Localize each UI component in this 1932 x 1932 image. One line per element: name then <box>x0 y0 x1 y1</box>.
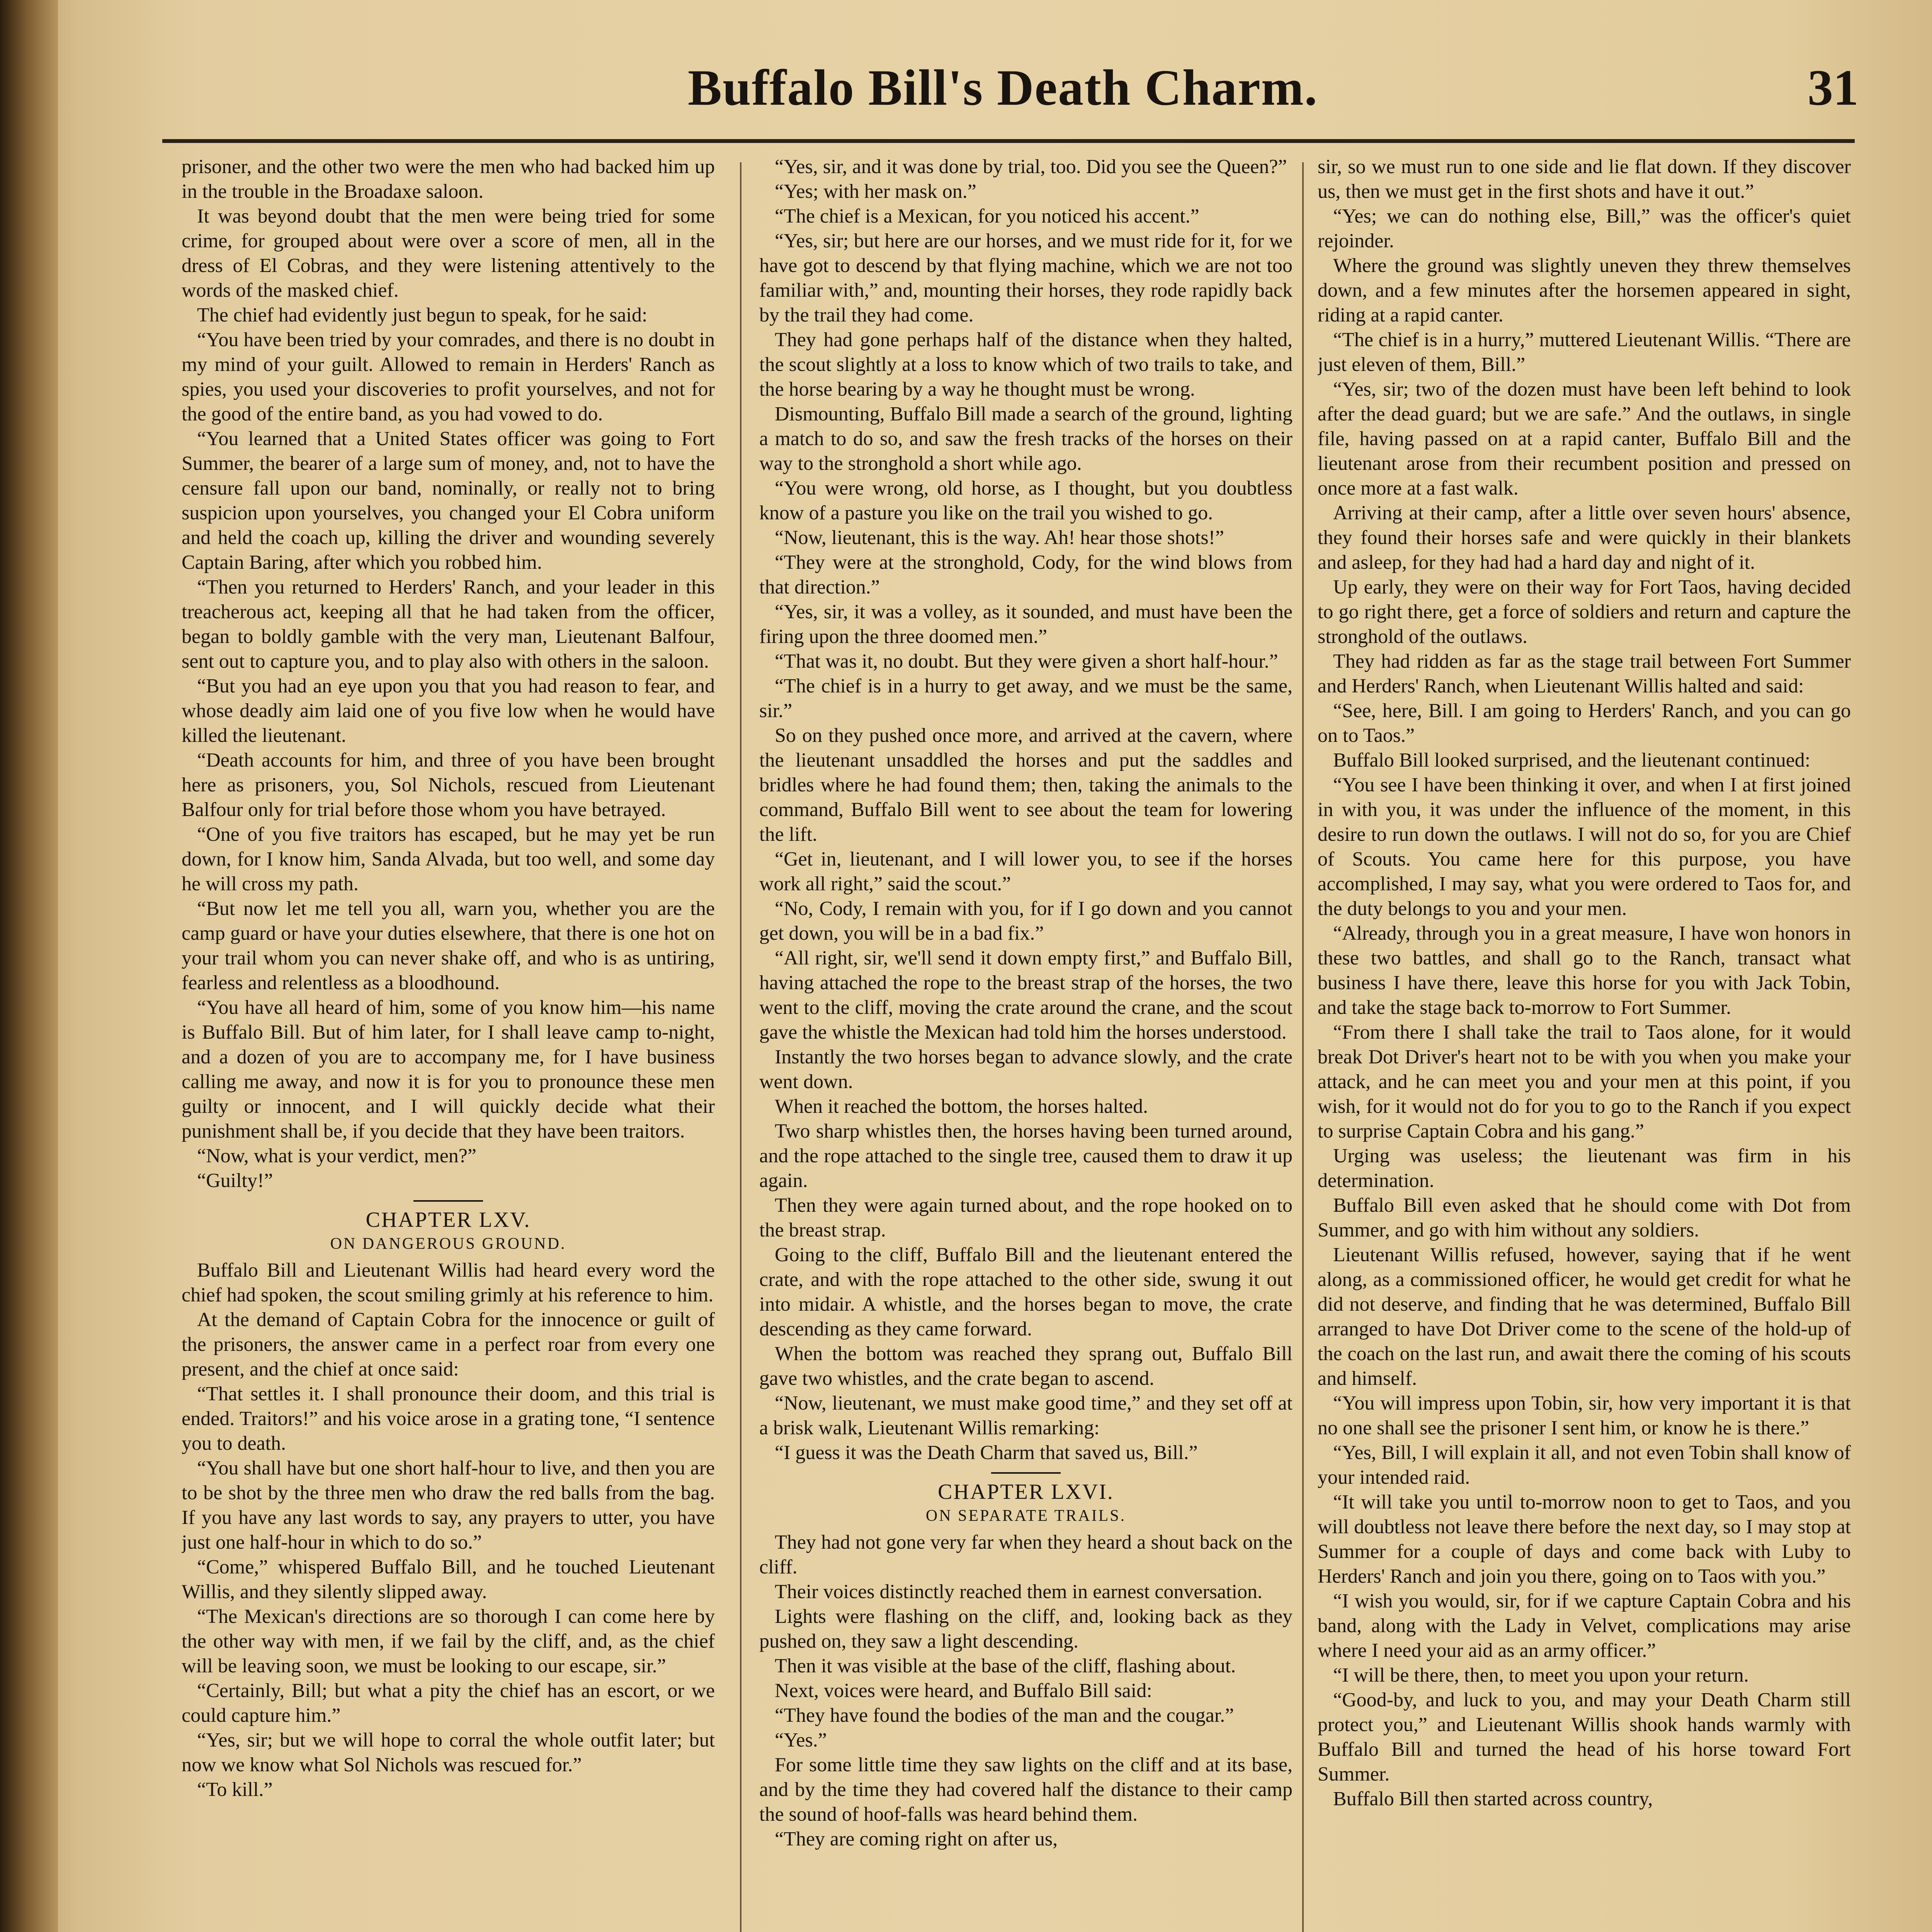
paragraph: “Yes, sir; two of the dozen must have been left behind to look after the dead guard; but we are safe.” And the outlaws, in single file, having passed on at a rapid canter, Buffalo Bill and the lieutenant arose from their recumbent position and pressed on once more at a fast walk. <box>1318 378 1851 499</box>
paragraph: “Already, through you in a great measure, I have won honors in these two battles, and shall go to the Ranch, transact what business I have there, leave this horse for you with Jack Tobin, and take the stage back to-morrow to Fort Summer. <box>1318 922 1851 1019</box>
paragraph: Next, voices were heard, and Buffalo Bill said: <box>775 1680 1152 1702</box>
paragraph: Then it was visible at the base of the cliff, flashing about. <box>775 1655 1236 1677</box>
binding-spine-edge <box>0 0 58 1932</box>
paragraph: “All right, sir, we'll send it down empty first,” and Buffalo Bill, having attached the rope to the breast strap of the horses, the two went to the cliff, moving the crate around the crane, and the scout gave the whistle the Mexican had told him the horses understood. <box>759 947 1293 1043</box>
paragraph: “They are coming right on after us, <box>775 1828 1058 1850</box>
running-title: Buffalo Bill's Death Charm. <box>688 59 1318 116</box>
paragraph: prisoner, and the other two were the men who had backed him up in the trouble in the Broadaxe saloon. <box>182 156 715 202</box>
paragraph: Buffalo Bill then started across country, <box>1333 1788 1653 1810</box>
paragraph: They had not gone very far when they heard a shout back on the cliff. <box>759 1531 1293 1578</box>
paragraph: “You see I have been thinking it over, and when I at first joined in with you, it was under the influence of the moment, in this desire to run down the outlaws. I will not do so, for you are Chief of Scouts. You came here for this purpose, you have accomplished, I may say, what you were ordered to Taos for, and the duty belongs to you and your men. <box>1318 774 1851 920</box>
column-divider <box>1302 162 1304 1932</box>
paragraph: Going to the cliff, Buffalo Bill and the lieutenant entered the crate, and with the rope attached to the other side, swung it out into midair. A whistle, and the horses began to move, the crate descending as they came forward. <box>759 1244 1293 1340</box>
paragraph: “You will impress upon Tobin, sir, how very important it is that no one shall see the prisoner I sent him, or know he is there.” <box>1318 1392 1851 1439</box>
paragraph: “I will be there, then, to meet you upon your return. <box>1333 1664 1749 1686</box>
paragraph: Arriving at their camp, after a little over seven hours' absence, they found their horses safe and were quickly in their blankets and asleep, for they had had a hard day and night of it. <box>1318 502 1851 573</box>
chapter-subheading: ON DANGEROUS GROUND. <box>330 1235 566 1253</box>
paragraph: “Yes, sir, and it was done by trial, too. Did you see the Queen?” <box>775 156 1287 178</box>
paragraph: Buffalo Bill looked surprised, and the lieutenant continued: <box>1333 749 1811 771</box>
paragraph: Then they were again turned about, and the rope hooked on to the breast strap. <box>759 1194 1293 1241</box>
paragraph: “They were at the stronghold, Cody, for the wind blows from that direction.” <box>759 551 1293 598</box>
paragraph: For some little time they saw lights on the cliff and at its base, and by the time they had covered half the distance to their camp the sound of hoof-falls was heard behind them. <box>759 1754 1293 1825</box>
header-rule <box>162 139 1855 143</box>
chapter-heading: CHAPTER LXVI. <box>938 1480 1114 1504</box>
paragraph: They had gone perhaps half of the distance when they halted, the scout slightly at a loss to know which of two trails to take, and the horse bearing by a way he thought must be wrong. <box>759 329 1293 400</box>
paragraph: Their voices distinctly reached them in earnest conversation. <box>775 1581 1262 1603</box>
paragraph: When the bottom was reached they sprang out, Buffalo Bill gave two whistles, and the crate began to ascend. <box>759 1343 1293 1389</box>
paragraph: “The chief is in a hurry,” muttered Lieutenant Willis. “There are just eleven of them, Bill.” <box>1318 329 1851 376</box>
paragraph: “One of you five traitors has escaped, but he may yet be run down, for I know him, Sanda Alvada, but too well, and some day he will cross my path. <box>182 823 715 895</box>
paragraph: “You learned that a United States officer was going to Fort Summer, the bearer of a large sum of money, and, not to have the censure fall upon our band, nominally, or really not to bring suspicion upon yourselves, you changed your El Cobra uniform and held the coach up, killing the driver and wounding severely Captain Baring, after which you robbed him. <box>182 428 715 573</box>
paragraph: “From there I shall take the trail to Taos alone, for it would break Dot Driver's heart not to be with you when you make your attack, and he can meet you and your men at this point, if you wish, for it would not do for you to go to the Ranch if you expect to surprise Captain Cobra and his gang.” <box>1318 1021 1851 1142</box>
paragraph: It was beyond doubt that the men were being tried for some crime, for grouped about were over a score of men, all in the dress of El Cobras, and they were listening attentively to the words of the masked chief. <box>182 205 715 301</box>
paragraph: “But you had an eye upon you that you had reason to fear, and whose deadly aim laid one of you five low when he would have killed the lieutenant. <box>182 675 715 747</box>
paragraph: Urging was useless; the lieutenant was firm in his determination. <box>1318 1145 1851 1192</box>
paragraph: “It will take you until to-morrow noon to get to Taos, and you will doubtless not leave there before the next day, so I may stop at Summer for a couple of days and come back with Luby to Herders' Ranch and join you there, going on to Taos with you.” <box>1318 1491 1851 1587</box>
paragraph: “Now, what is your verdict, men?” <box>197 1145 476 1167</box>
paragraph: When it reached the bottom, the horses halted. <box>775 1095 1148 1117</box>
paragraph: “Now, lieutenant, this is the way. Ah! hear those shots!” <box>775 527 1224 549</box>
paragraph: “You have all heard of him, some of you know him—his name is Buffalo Bill. But of him later, for I shall leave camp to-night, and a dozen of you are to accompany me, for I have business calling me away, and now it is for you to pronounce these men guilty or innocent, and I will quickly decide what their punishment shall be, if you decide that they have been traitors. <box>182 997 715 1142</box>
paragraph: Buffalo Bill even asked that he should come with Dot from Summer, and go with him without any soldiers. <box>1318 1194 1851 1241</box>
paragraph: Dismounting, Buffalo Bill made a search of the ground, lighting a match to do so, and saw the fresh tracks of the horses on their way to the stronghold a short while ago. <box>759 403 1293 474</box>
paragraph: Where the ground was slightly uneven they threw themselves down, and a few minutes after the horsemen appeared in sight, riding at a rapid canter. <box>1318 255 1851 326</box>
text-column-2 <box>759 155 1293 1932</box>
text-column-1 <box>182 155 715 1932</box>
paragraph: “I wish you would, sir, for if we capture Captain Cobra and his band, along with the Lady in Velvet, complications may arise where I need your aid as an army officer.” <box>1318 1590 1851 1662</box>
paragraph: “Yes, Bill, I will explain it all, and not even Tobin shall know of your intended raid. <box>1318 1442 1851 1488</box>
paragraph: “Death accounts for him, and three of you have been brought here as prisoners, you, Sol Nichols, rescued from Lieutenant Balfour only for trial before those whom you have betrayed. <box>182 749 715 821</box>
paragraph: Two sharp whistles then, the horses having been turned around, and the rope attached to the single tree, caused them to draw it up again. <box>759 1120 1293 1192</box>
chapter-rule <box>413 1200 483 1202</box>
paragraph: “Yes, sir; but here are our horses, and we must ride for it, for we have got to descend by that flying machine, which we are not too familiar with,” and, mounting their horses, they rode rapidly back by the trail they had come. <box>759 230 1293 326</box>
text-column-3 <box>1318 155 1851 1932</box>
paragraph: “No, Cody, I remain with you, for if I go down and you cannot get down, you will be in a bad fix.” <box>759 898 1293 944</box>
paragraph: “Get in, lieutenant, and I will lower you, to see if the horses work all right,” said the scout.” <box>759 848 1293 895</box>
paragraph: The chief had evidently just begun to speak, for he said: <box>197 304 648 326</box>
paragraph: “They have found the bodies of the man and the cougar.” <box>775 1704 1234 1726</box>
chapter-subheading: ON SEPARATE TRAILS. <box>925 1507 1126 1525</box>
paragraph: “Yes, sir; but we will hope to corral the whole outfit later; but now we know what Sol Nichols was rescued for.” <box>182 1729 715 1776</box>
chapter-rule <box>991 1472 1061 1474</box>
paragraph: Lieutenant Willis refused, however, saying that if he went along, as a commissioned officer, he would get credit for what he did not deserve, and finding that he was determined, Buffalo Bill arranged to have Dot Driver come to the scene of the hold-up of the coach on the last run, and await there the coming of his scouts and himself. <box>1318 1244 1851 1389</box>
paragraph: “Yes; we can do nothing else, Bill,” was the officer's quiet rejoinder. <box>1318 205 1851 252</box>
paragraph: Lights were flashing on the cliff, and, looking back as they pushed on, they saw a light descending. <box>759 1605 1293 1652</box>
paragraph: “You shall have but one short half-hour to live, and then you are to be shot by the three men who draw the red balls from the bag. If you have any last words to say, any prayers to utter, you have just one half-hour in which to do so.” <box>182 1457 715 1553</box>
paragraph: “I guess it was the Death Charm that saved us, Bill.” <box>775 1442 1198 1464</box>
paragraph: “Now, lieutenant, we must make good time,” and they set off at a brisk walk, Lieutenant Willis remarking: <box>759 1392 1293 1439</box>
paragraph: “That was it, no doubt. But they were given a short half-hour.” <box>775 650 1278 672</box>
paragraph: Instantly the two horses began to advance slowly, and the crate went down. <box>759 1046 1293 1093</box>
paragraph: sir, so we must run to one side and lie flat down. If they discover us, then we must get in the first shots and have it out.” <box>1318 156 1851 202</box>
paragraph: “The chief is in a hurry to get away, and we must be the same, sir.” <box>759 675 1293 722</box>
paragraph: Up early, they were on their way for Fort Taos, having decided to go right there, get a force of soldiers and return and capture the stronghold of the outlaws. <box>1318 576 1851 648</box>
paragraph: “Good-by, and luck to you, and may your Death Charm still protect you,” and Lieutenant Willis shook hands warmly with Buffalo Bill and turned the head of his horse toward Fort Summer. <box>1318 1689 1851 1785</box>
paragraph: “You were wrong, old horse, as I thought, but you doubtless know of a pasture you like on the trail you wished to go. <box>759 477 1293 524</box>
chapter-heading: CHAPTER LXV. <box>366 1208 531 1232</box>
paragraph: “Yes, sir, it was a volley, as it sounded, and must have been the firing upon the three doomed men.” <box>759 601 1293 648</box>
paragraph: “Yes; with her mask on.” <box>775 180 976 202</box>
page-header <box>185 46 1886 124</box>
column-divider <box>740 162 742 1932</box>
paragraph: “See, here, Bill. I am going to Herders' Ranch, and you can go on to Taos.” <box>1318 700 1851 747</box>
paragraph: So on they pushed once more, and arrived at the cavern, where the lieutenant unsaddled the horses and put the saddles and bridles where he had found them; then, taking the animals to the command, Buffalo Bill went to see about the team for lowering the lift. <box>759 724 1293 845</box>
paragraph: “To kill.” <box>197 1779 273 1801</box>
paragraph: “The chief is a Mexican, for you noticed his accent.” <box>775 205 1199 227</box>
paragraph: “Come,” whispered Buffalo Bill, and he touched Lieutenant Willis, and they silently slipped away. <box>182 1556 715 1603</box>
paragraph: “Yes.” <box>775 1729 827 1751</box>
paragraph: Buffalo Bill and Lieutenant Willis had heard every word the chief had spoken, the scout smiling grimly at his reference to him. <box>182 1259 715 1306</box>
paragraph: They had ridden as far as the stage trail between Fort Summer and Herders' Ranch, when Lieutenant Willis halted and said: <box>1318 650 1851 697</box>
page-number: 31 <box>1808 59 1859 116</box>
paragraph: “That settles it. I shall pronounce their doom, and this trial is ended. Traitors!” and his voice arose in a grating tone, “I sentence you to death. <box>182 1383 715 1454</box>
paragraph: “But now let me tell you all, warn you, whether you are the camp guard or have your duties elsewhere, that there is one hot on your trail whom you can never shake off, and who is as untiring, fearless and relentless as a bloodhound. <box>182 898 715 994</box>
paragraph: “Guilty!” <box>197 1170 273 1192</box>
paragraph: At the demand of Captain Cobra for the innocence or guilt of the prisoners, the answer came in a perfect roar from every one present, and the chief at once said: <box>182 1309 715 1380</box>
paragraph: “Certainly, Bill; but what a pity the chief has an escort, or we could capture him.” <box>182 1680 715 1726</box>
paragraph: “The Mexican's directions are so thorough I can come here by the other way with men, if we fail by the cliff, and, as the chief will be leaving soon, we must be looking to our escape, sir.” <box>182 1605 715 1677</box>
paragraph: “You have been tried by your comrades, and there is no doubt in my mind of your guilt. Allowed to remain in Herders' Ranch as spies, you used your discoveries to profit yourselves, and not for the good of the entire band, as you had vowed to do. <box>182 329 715 425</box>
paragraph: “Then you returned to Herders' Ranch, and your leader in this treacherous act, keeping all that he had taken from the officer, began to boldly gamble with the very man, Lieutenant Balfour, sent out to capture you, and to play also with others in the saloon. <box>182 576 715 672</box>
